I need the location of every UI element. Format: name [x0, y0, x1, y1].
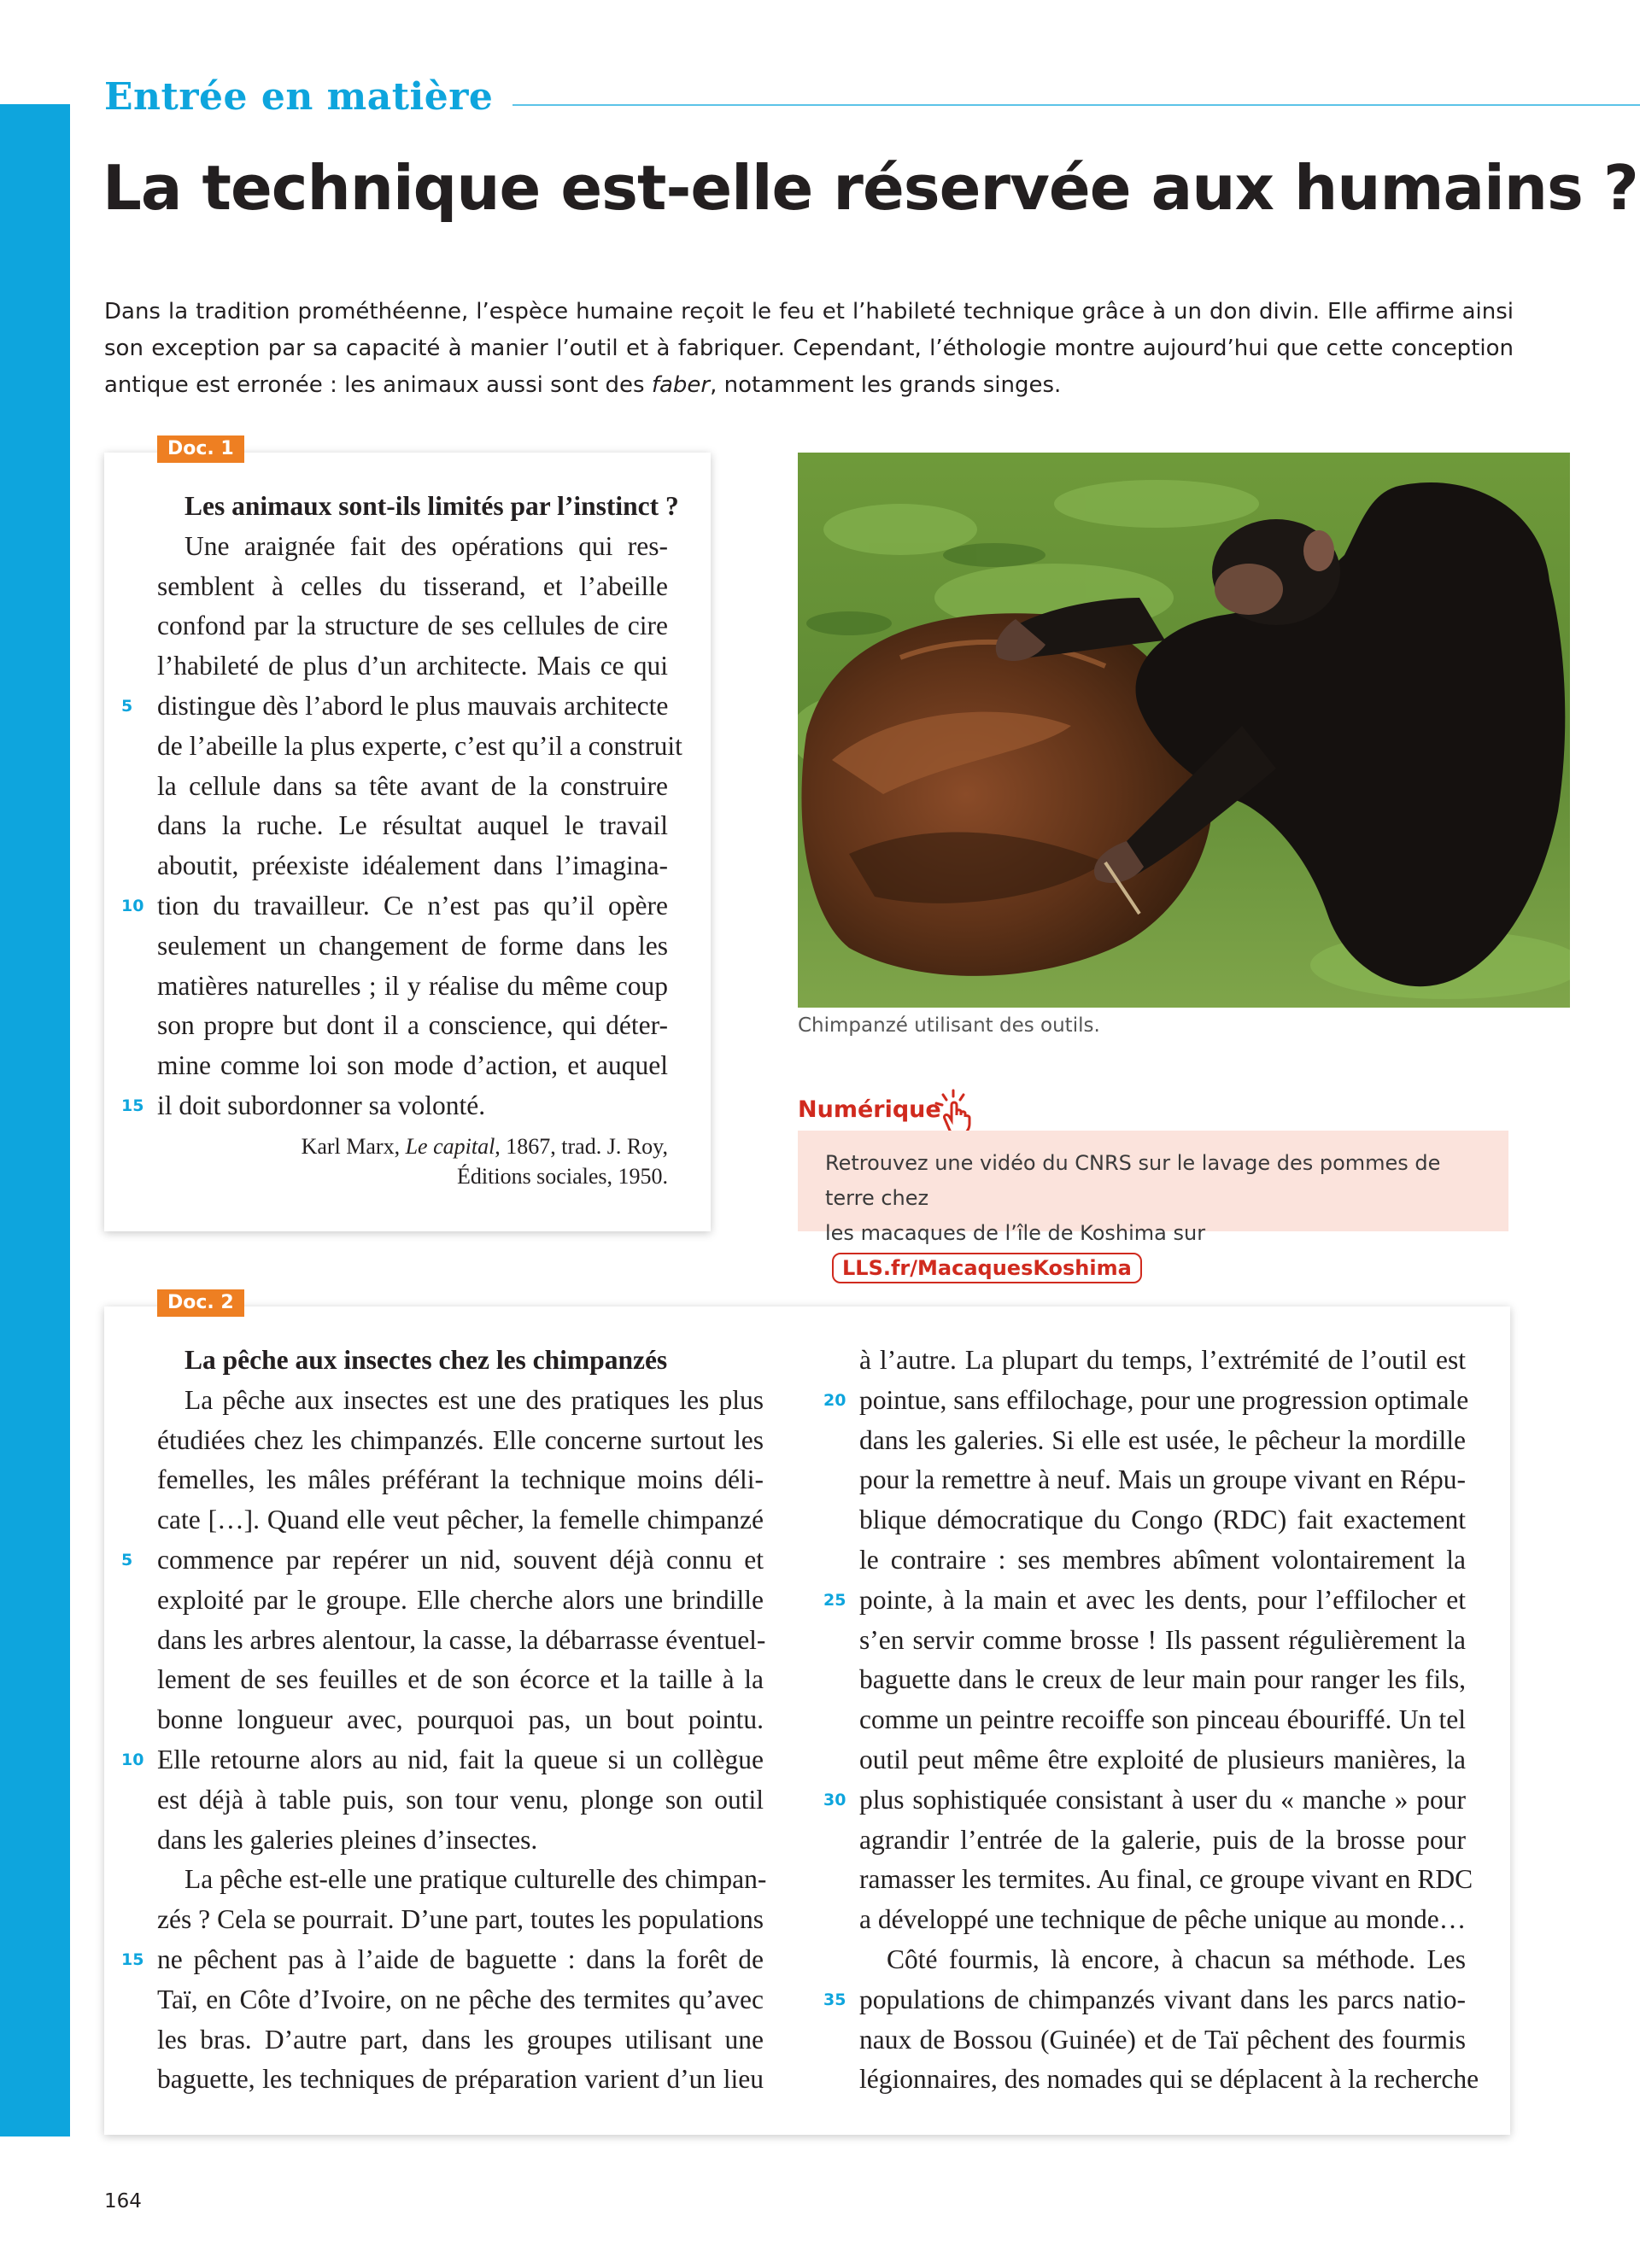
- doc2-line: La pêche est-elle une pratique culturelle des chimpan-: [184, 1864, 767, 1895]
- intro-line: Dans la tradition prométhéenne, l’espèce humaine reçoit le feu et l’habileté technique grâce à un don divin. Elle affirme ainsi: [104, 299, 1514, 324]
- line-number: 15: [121, 1949, 144, 1969]
- intro-line: [104, 367, 1514, 404]
- section-rule: [512, 104, 1640, 106]
- doc1-line: dans la ruche. Le résultat auquel le travail: [157, 810, 668, 841]
- side-accent-bar: [0, 104, 70, 2136]
- doc2-line: les bras. D’autre part, dans les groupes utilisant une: [157, 2024, 764, 2055]
- doc1-source: [157, 1131, 668, 1191]
- doc1-line: de l’abeille la plus experte, c’est qu’il a construit: [157, 730, 682, 761]
- doc2-line: naux de Bossou (Guinée) et de Taï pêchent des fourmis: [859, 2024, 1466, 2055]
- doc2-line: [121, 1940, 764, 1980]
- doc2-line-text: ne pêchent pas à l’aide de baguette : dans la forêt de: [157, 1944, 764, 1974]
- numerique-box: [798, 1131, 1508, 1280]
- line-number: 35: [823, 1990, 846, 2009]
- line-number: 5: [121, 1550, 133, 1569]
- doc2-line: est déjà à table puis, son tour venu, plonge son outil: [157, 1784, 764, 1815]
- doc2-line: baguette, les techniques de préparation varient d’un lieu: [157, 2064, 764, 2095]
- intro-paragraph: [104, 294, 1514, 404]
- chimpanzee-photo: [798, 453, 1570, 1008]
- doc2-line: baguette dans le creux de leur main pour ranger les fils,: [859, 1664, 1466, 1695]
- line-number: 10: [121, 896, 144, 915]
- doc2-line: [823, 1581, 1466, 1621]
- doc2-line: a développé une technique de pêche unique au monde…: [859, 1904, 1467, 1935]
- doc2-card: [104, 1292, 1510, 2135]
- doc1-line: [121, 687, 669, 727]
- numerique-text-2: les macaques de l’île de Koshima sur: [825, 1221, 1206, 1245]
- doc2-line-text: pointue, sans effilochage, pour une progression optimale: [859, 1384, 1469, 1415]
- line-number: 20: [823, 1390, 846, 1410]
- doc2-line: [121, 1540, 764, 1581]
- source-work: Le capital: [405, 1133, 495, 1159]
- doc2-line-text: pointe, à la main et avec les dents, pour l’effilocher et: [859, 1584, 1466, 1615]
- doc1-line: semblent à celles du tisserand, et l’abeille: [157, 570, 668, 601]
- line-number: 10: [121, 1750, 144, 1769]
- doc2-line: [823, 1980, 1466, 2020]
- doc2-line: [121, 1740, 764, 1780]
- section-label: Entrée en matière: [104, 75, 494, 119]
- intro-text: , notamment les grands singes.: [710, 372, 1062, 398]
- intro-emphasis: faber: [651, 372, 711, 398]
- doc2-line: étudiées chez les chimpanzés. Elle concerne surtout les: [157, 1424, 764, 1455]
- doc2-title: La pêche aux insectes chez les chimpanzés: [184, 1345, 668, 1375]
- doc2-line: s’en servir comme brosse ! Ils passent régulièrement la: [859, 1624, 1466, 1655]
- intro-text: antique est erronée : les animaux aussi sont des: [104, 372, 652, 398]
- numerique-label: Numérique: [798, 1096, 941, 1123]
- doc2-line-text: Elle retourne alors au nid, fait la queue si un collègue: [157, 1744, 764, 1774]
- photo-caption: Chimpanzé utilisant des outils.: [798, 1014, 1100, 1037]
- numerique-text-2-row: [825, 1216, 1481, 1286]
- numerique-link[interactable]: LLS.fr/MacaquesKoshima: [832, 1253, 1142, 1283]
- doc1-line-text: tion du travailleur. Ce n’est pas qu’il opère: [157, 890, 668, 921]
- doc2-line: La pêche aux insectes est une des pratiques les plus: [184, 1384, 764, 1415]
- doc1-title: Les animaux sont-ils limités par l’instinct ?: [184, 491, 679, 521]
- doc1-line: confond par la structure de ses cellules de cire: [157, 611, 668, 641]
- doc1-body: [121, 487, 682, 1191]
- doc2-line: lement de ses feuilles et de son écorce et la taille à la: [157, 1664, 764, 1695]
- line-number: 5: [121, 696, 133, 716]
- intro-line: son exception par sa capacité à manier l’outil et à fabriquer. Cependant, l’éthologie montre aujourd’hui que cette conception: [104, 336, 1514, 361]
- doc1-line: matières naturelles ; il y réalise du même coup: [157, 970, 668, 1001]
- doc2-line: [823, 1381, 1469, 1421]
- doc2-line: pour la remettre à neuf. Mais un groupe vivant en Répu-: [859, 1464, 1466, 1495]
- doc2-line: ramasser les termites. Au final, ce groupe vivant en RDC: [859, 1864, 1473, 1895]
- doc2-line: bonne longueur avec, pourquoi pas, un bout pointu.: [157, 1704, 764, 1735]
- doc2-line: exploité par le groupe. Elle cherche alors une brindille: [157, 1584, 764, 1615]
- doc2-line: légionnaires, des nomades qui se déplacent à la recherche: [859, 2064, 1479, 2095]
- source-line-1: [157, 1131, 668, 1161]
- doc2-line: femelles, les mâles préférant la technique moins déli-: [157, 1464, 764, 1495]
- doc2-tag: Doc. 2: [157, 1289, 244, 1317]
- doc1-line: [121, 886, 668, 926]
- doc2-line: dans les arbres alentour, la casse, la débarrasse éventuel-: [157, 1624, 766, 1655]
- doc2-line: dans les galeries pleines d’insectes.: [157, 1824, 538, 1855]
- line-number: 25: [823, 1590, 846, 1610]
- doc1-line: seulement un changement de forme dans les: [157, 930, 668, 961]
- doc2-line: Taï, en Côte d’Ivoire, on ne pêche des termites qu’avec: [157, 1984, 764, 2014]
- page-title: La technique est-elle réservée aux humains ?: [102, 152, 1638, 224]
- doc2-line: cate […]. Quand elle veut pêcher, la femelle chimpanzé: [157, 1505, 764, 1535]
- doc1-line: [121, 1086, 668, 1126]
- line-number: 15: [121, 1096, 144, 1115]
- doc1-line: son propre but dont il a conscience, qui déter-: [157, 1010, 668, 1041]
- doc2-line: dans les galeries. Si elle est usée, le pêcheur la mordille: [859, 1424, 1466, 1455]
- source-line-2: Éditions sociales, 1950.: [457, 1163, 668, 1189]
- doc2-line: blique démocratique du Congo (RDC) fait exactement: [859, 1505, 1466, 1535]
- doc2-line: outil peut même être exploité de plusieurs manières, la: [859, 1744, 1466, 1774]
- doc1-line: la cellule dans sa tête avant de la construire: [157, 770, 668, 801]
- doc1-line-text: distingue dès l’abord le plus mauvais architecte: [157, 690, 669, 721]
- doc1-line: l’habileté de plus d’un architecte. Mais ce qui: [157, 651, 668, 681]
- doc2-line: à l’autre. La plupart du temps, l’extrémité de l’outil est: [859, 1345, 1466, 1375]
- source-rest: , 1867, trad. J. Roy,: [495, 1133, 668, 1159]
- doc2-line-text: plus sophistiquée consistant à user du « manche » pour: [859, 1784, 1466, 1815]
- doc2-column-1: [121, 1341, 767, 2100]
- doc2-line-text: commence par repérer un nid, souvent déjà connu et: [157, 1544, 764, 1575]
- source-author: Karl Marx,: [301, 1133, 406, 1159]
- doc2-line: Côté fourmis, là encore, à chacun sa méthode. Les: [887, 1944, 1466, 1974]
- doc2-column-2: [823, 1341, 1479, 2100]
- chimpanzee-illustration: [798, 453, 1570, 1008]
- doc2-line: le contraire : ses membres abîment volontairement la: [859, 1544, 1466, 1575]
- doc1-line-text: il doit subordonner sa volonté.: [157, 1090, 486, 1120]
- doc2-line-text: populations de chimpanzés vivant dans les parcs natio-: [859, 1984, 1466, 2014]
- doc1-line: Une araignée fait des opérations qui res-: [184, 530, 668, 561]
- line-number: 30: [823, 1790, 846, 1809]
- page-number: 164: [104, 2190, 142, 2212]
- doc2-line: zés ? Cela se pourrait. D’une part, toutes les populations: [157, 1904, 764, 1935]
- doc1-tag: Doc. 1: [157, 435, 244, 463]
- doc1-line: mine comme loi son mode d’action, et auquel: [157, 1050, 668, 1081]
- section-header: [104, 75, 1640, 126]
- doc2-line: [823, 1780, 1466, 1821]
- doc2-line: agrandir l’entrée de la galerie, puis de la brosse pour: [859, 1824, 1466, 1855]
- doc1-card: [104, 438, 711, 1231]
- numerique-text-1: Retrouvez une vidéo du CNRS sur le lavage des pommes de terre chez: [825, 1151, 1441, 1210]
- doc1-line: aboutit, préexiste idéalement dans l’imagina-: [157, 850, 668, 881]
- doc2-line: comme un peintre recoiffe son pinceau ébouriffé. Un tel: [859, 1704, 1466, 1735]
